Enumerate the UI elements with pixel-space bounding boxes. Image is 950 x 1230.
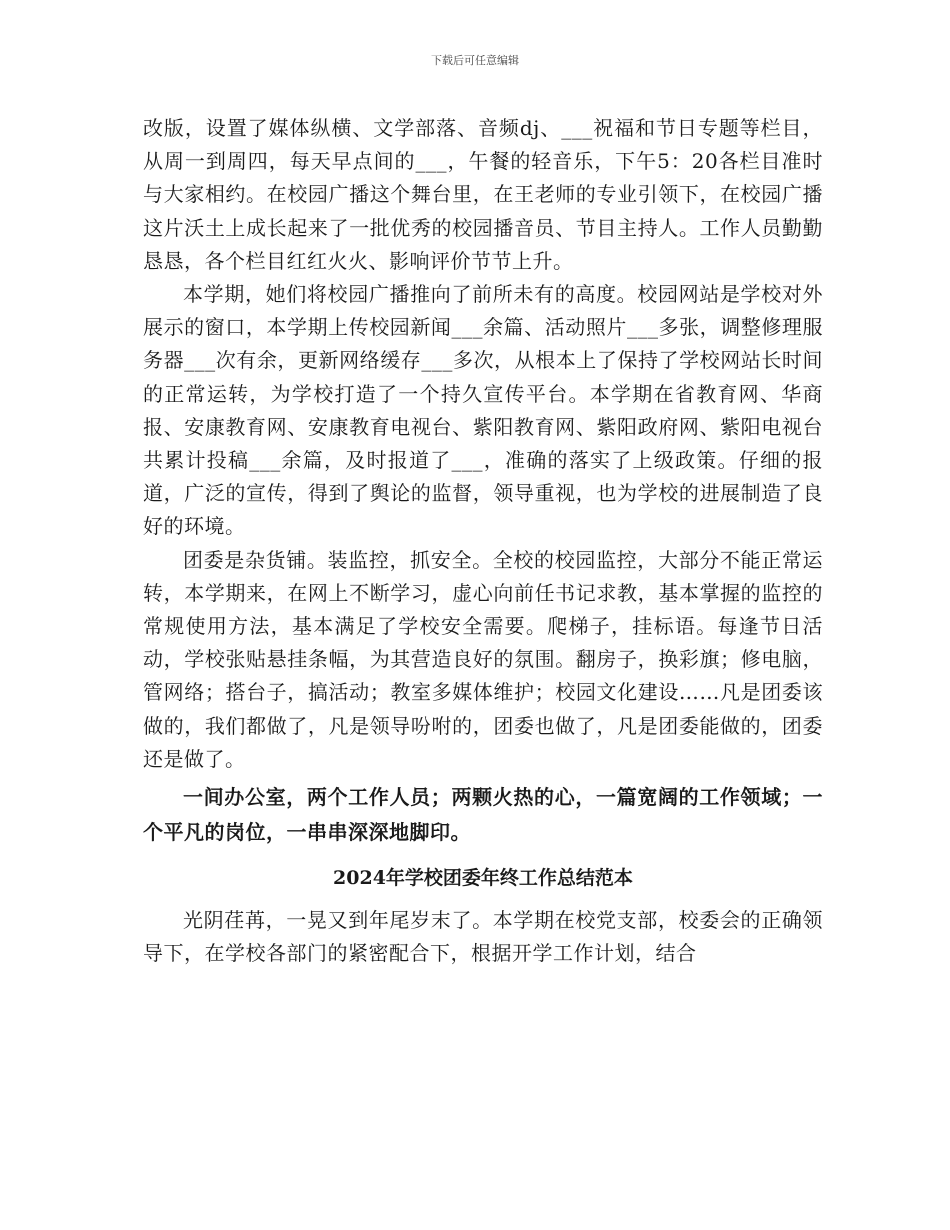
paragraph-intro: 光阴荏苒，一晃又到年尾岁末了。本学期在校党支部，校委会的正确领导下，在学校各部门的紧密配合下，根据开学工作计划，结合 [143,908,823,966]
document-body [143,112,823,970]
page-header: 下载后可任意编辑 [431,54,519,67]
paragraph-league-tasks: 团委是杂货铺。装监控，抓安全。全校的校园监控，大部分不能正常运转，本学期来，在网上不断学习，虚心向前任书记求教，基本掌握的监控的常规使用方法，基本满足了学校安全需要。爬梯子，挂标语。每逢节日活动，学校张贴悬挂条幅，为其营造良好的氛围。翻房子，换彩旗；修电脑，管网络；搭台子，搞活动；教室多媒体维护；校园文化建设……凡是团委该做的，我们都做了，凡是领导吩咐的，团委也做了，凡是团委能做的，团委还是做了。 [143,547,823,771]
paragraph-broadcast: 改版，设置了媒体纵横、文学部落、音频dj、___祝福和节日专题等栏目，从周一到周四，每天早点间的___，午餐的轻音乐，下午5：20各栏目准时与大家相约。在校园广播这个舞台里，在王老师的专业引领下，在校园广播这片沃土上成长起来了一批优秀的校园播音员、节目主持人。工作人员勤勤恳恳，各个栏目红红火火、影响评价节节上升。 [143,116,823,273]
section-title: 2024年学校团委年终工作总结范本 [333,867,633,890]
paragraph-website: 本学期，她们将校园广播推向了前所未有的高度。校园网站是学校对外展示的窗口，本学期上传校园新闻___余篇、活动照片___多张，调整修理服务器___次有余，更新网络缓存___多次，从根本上了保持了学校网站长时间的正常运转，为学校打造了一个持久宣传平台。本学期在省教育网、华商报、安康教育网、安康教育电视台、紫阳教育网、紫阳政府网、紫阳电视台共累计投稿___余篇，及时报道了___，准确的落实了上级政策。仔细的报道，广泛的宣传，得到了舆论的监督，领导重视，也为学校的进展制造了良好的环境。 [143,282,823,539]
paragraph-summary-bold: 一间办公室，两个工作人员；两颗火热的心，一篇宽阔的工作领域；一个平凡的岗位，一串串深深地脚印。 [143,785,823,845]
